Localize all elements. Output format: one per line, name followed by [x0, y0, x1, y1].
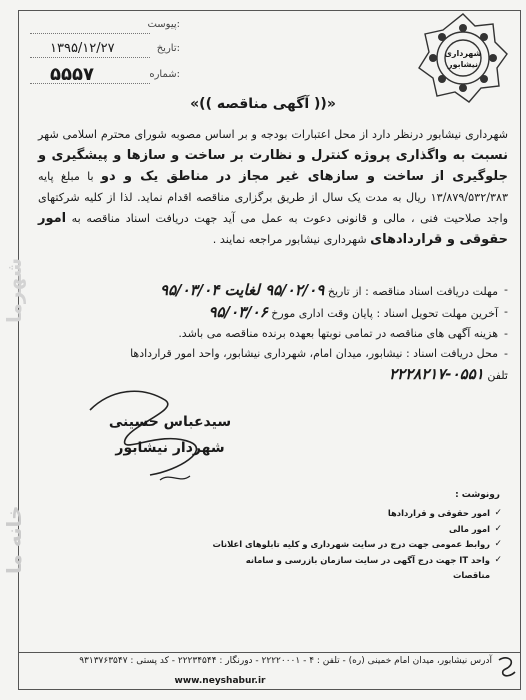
serial-value: ۵۵۵۷	[50, 64, 94, 85]
cc-item: ✓ واحد IT جهت درج آگهی در سایت سازمان بازرسی و سامانه مناقصات	[210, 553, 502, 584]
list-item: - هزینه آگهی های مناقصه در تمامی نوبتها بعهده برنده مناقصه می باشد.	[38, 324, 508, 344]
list-item: - مهلت دریافت اسناد مناقصه : از تاریخ ۹۵/۰۲/۰۹ لغایت ۹۵/۰۳/۰۴	[38, 280, 508, 302]
announcement-items	[38, 280, 508, 386]
date-value: ۱۳۹۵/۱۲/۲۷	[50, 41, 115, 56]
footer-emblem-icon	[495, 654, 519, 678]
list-item: - محل دریافت اسناد : نیشابور، میدان امام، شهرداری نیشابور، واحد امور قراردادها	[38, 344, 508, 364]
page-title: «(( آگهی مناقصه ))»	[190, 96, 336, 112]
logo-text: شهرداری نیشابور	[444, 49, 482, 69]
serial-label: شماره:	[149, 69, 180, 80]
handwritten-signature-icon	[70, 380, 230, 490]
cc-label: رونوشت :	[455, 490, 500, 500]
watermark-bottom: خانه ما	[2, 505, 26, 575]
serial-field	[30, 66, 180, 86]
footer-address: آدرس نیشابور، میدان امام خمینی (ره) - تلفن : ۴ - ۲۲۲۲۰۰۰۱ - دورنگار : ۲۲۲۳۴۵۴۴ - کد پستی : ۹۳۱۳۷۶۳۵۴۷	[79, 656, 492, 666]
cc-list	[210, 506, 502, 584]
footer-divider	[18, 652, 521, 653]
signatory-title: شهردار نیشابور	[115, 440, 225, 456]
cc-item: ✓ امور مالی	[210, 522, 502, 538]
watermark-top: شهرما	[2, 257, 26, 323]
cc-item: ✓ امور حقوقی و قراردادها	[210, 506, 502, 522]
list-item: - آخرین مهلت تحویل اسناد : پایان وقت اداری مورخ ۹۵/۰۳/۰۶	[38, 302, 508, 324]
cc-item: ✓ روابط عمومی جهت درج در سایت شهرداری و کلیه تابلوهای اعلانات	[210, 537, 502, 553]
date-label: تاریخ:	[156, 43, 180, 54]
phone-item: - تلفن ۰۵۵۱-۲۲۲۸۲۱۷	[38, 364, 508, 386]
signatory-name: سیدعباس حسینی	[108, 414, 232, 430]
footer-url: www.neyshabur.ir	[174, 676, 266, 686]
announcement-body: شهرداری نیشابور درنظر دارد از محل اعتبارات بودجه و بر اساس مصوبه شورای محترم اسلامی شهر نسبت به واگذاری پروژه کنترل و نظارت بر ساخت و سازها و پیشگیری و جلوگیری از ساخت و سازهای غیر مجاز در مناطق یک و دو با مبلغ پایه ۱۳/۸۷۹/۵۳۲/۳۸۳ ریال به مدت یک سال از طریق برگزاری مناقصه اقدام نماید. لذا از کلیه شرکتهای واجد صلاحیت فنی ، مالی و قانونی دعوت به عمل می آید جهت دریافت اسناد مناقصه به امور حقوقی و قراردادهای شهرداری نیشابور مراجعه نمایند .	[38, 128, 508, 247]
attachment-field	[30, 16, 180, 36]
date-field	[30, 40, 180, 60]
attachment-label: پیوست:	[147, 19, 180, 30]
